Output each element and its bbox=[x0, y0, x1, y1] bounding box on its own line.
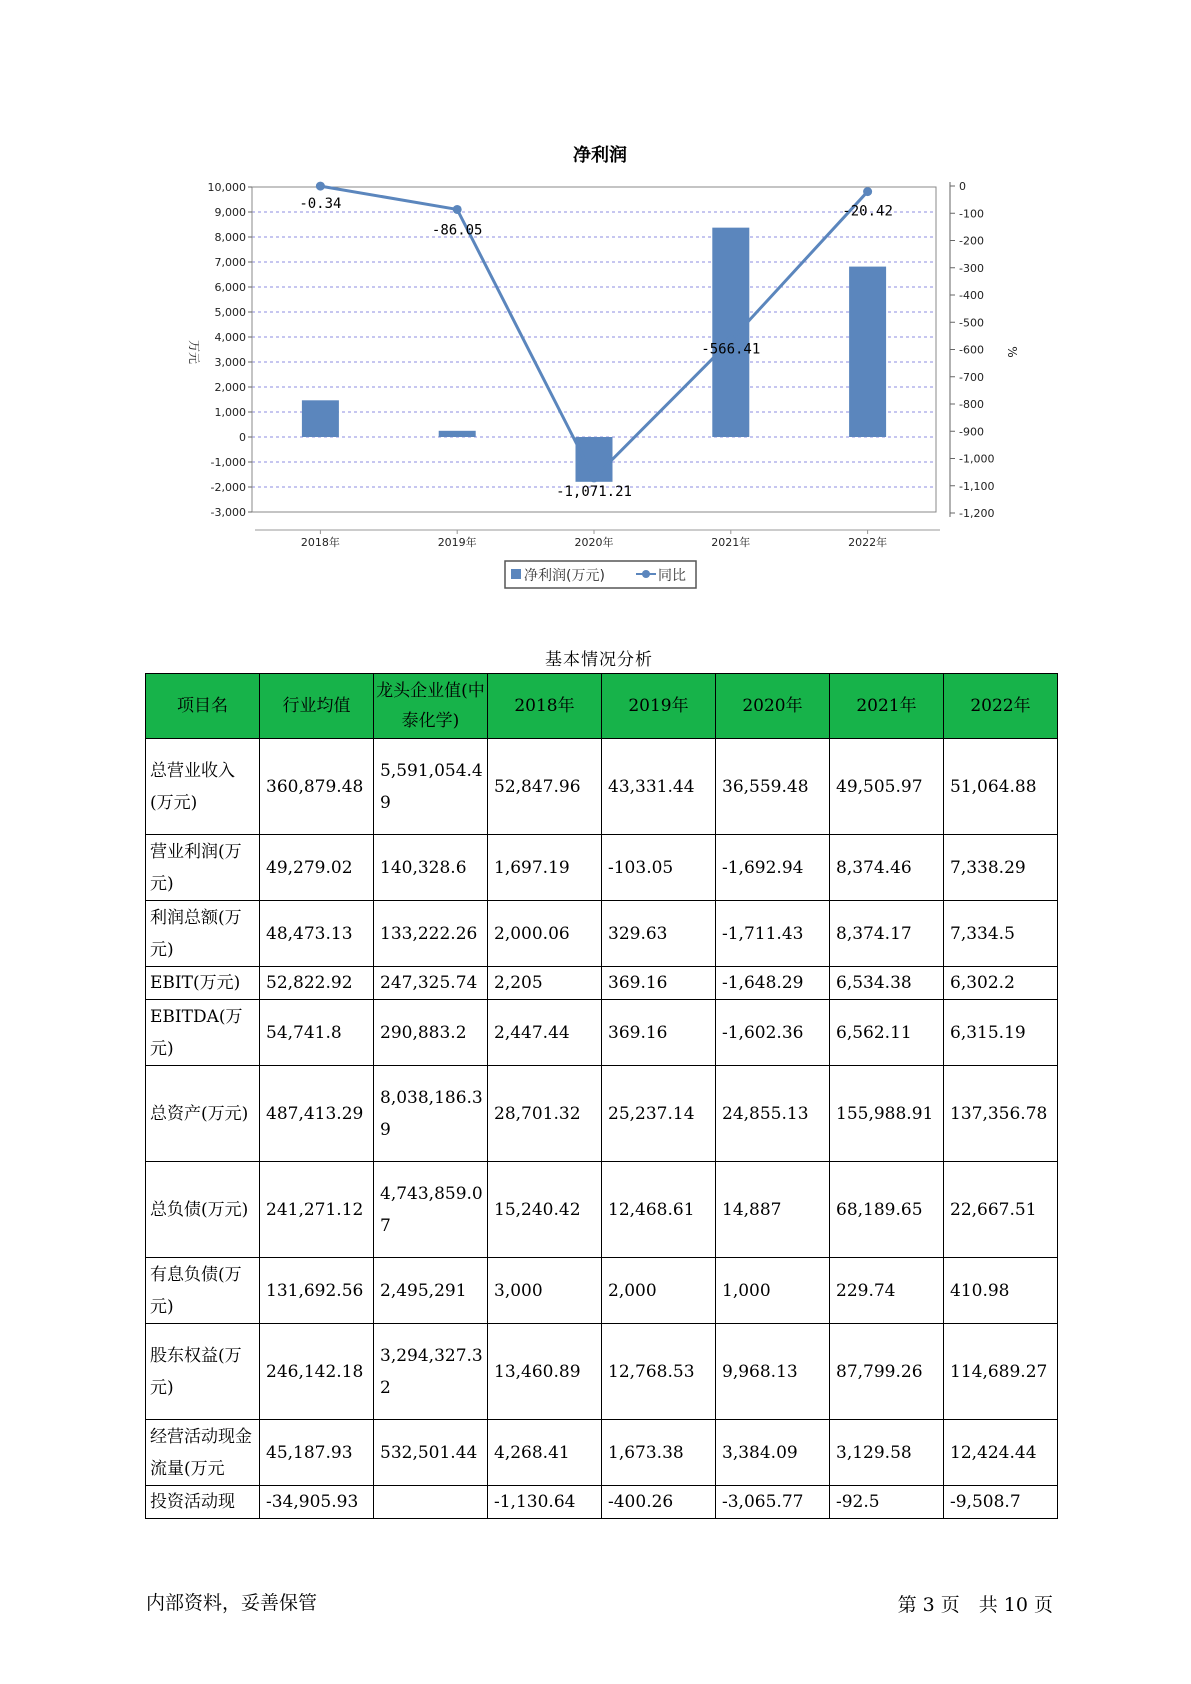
data-label: -566.41 bbox=[701, 341, 761, 358]
value-cell: 12,768.53 bbox=[602, 1324, 716, 1420]
right-axis-label: % bbox=[1005, 346, 1019, 358]
x-tick-label: 2022年 bbox=[848, 536, 888, 549]
line-point bbox=[316, 182, 325, 191]
row-name-cell: 总负债(万元) bbox=[146, 1162, 260, 1258]
right-tick-label: -700 bbox=[959, 370, 984, 384]
right-tick-label: -400 bbox=[959, 289, 984, 302]
value-cell: 6,302.2 bbox=[944, 967, 1058, 1000]
line-point bbox=[453, 205, 462, 214]
value-cell: 48,473.13 bbox=[260, 901, 374, 967]
header-cell: 2020年 bbox=[716, 674, 830, 739]
left-tick-label: 1,000 bbox=[214, 406, 246, 419]
bar bbox=[849, 267, 886, 437]
value-cell: 369.16 bbox=[602, 1000, 716, 1066]
value-cell: -92.5 bbox=[830, 1486, 944, 1519]
value-cell: 12,424.44 bbox=[944, 1420, 1058, 1486]
right-tick-label: -100 bbox=[959, 207, 984, 221]
value-cell: 3,000 bbox=[488, 1258, 602, 1324]
legend-bar-label: 净利润(万元) bbox=[524, 568, 605, 584]
value-cell: 360,879.48 bbox=[260, 739, 374, 835]
net-profit-chart bbox=[0, 0, 1191, 600]
left-tick-label: -1,000 bbox=[210, 456, 246, 469]
legend-line-label: 同比 bbox=[658, 568, 686, 584]
value-cell: 52,847.96 bbox=[488, 739, 602, 835]
value-cell: 2,447.44 bbox=[488, 1000, 602, 1066]
value-cell: -34,905.93 bbox=[260, 1486, 374, 1519]
bar bbox=[439, 431, 476, 437]
value-cell: 290,883.2 bbox=[374, 1000, 488, 1066]
x-tick-label: 2021年 bbox=[711, 536, 751, 549]
value-cell: 247,325.74 bbox=[374, 967, 488, 1000]
value-cell: 51,064.88 bbox=[944, 739, 1058, 835]
right-tick-label: -800 bbox=[959, 398, 984, 411]
value-cell: -400.26 bbox=[602, 1486, 716, 1519]
header-cell: 2019年 bbox=[602, 674, 716, 739]
chart-title: 净利润 bbox=[573, 145, 627, 166]
table-row bbox=[146, 1000, 1058, 1066]
table-row bbox=[146, 1258, 1058, 1324]
value-cell: 22,667.51 bbox=[944, 1162, 1058, 1258]
left-tick-label: -2,000 bbox=[210, 481, 246, 494]
value-cell: 36,559.48 bbox=[716, 739, 830, 835]
bar bbox=[712, 228, 749, 437]
row-name-cell: 总资产(万元) bbox=[146, 1066, 260, 1162]
value-cell: 15,240.42 bbox=[488, 1162, 602, 1258]
left-tick-label: 0 bbox=[239, 431, 246, 444]
value-cell: 2,000 bbox=[602, 1258, 716, 1324]
left-tick-label: 8,000 bbox=[214, 231, 246, 244]
value-cell: 2,205 bbox=[488, 967, 602, 1000]
value-cell: 24,855.13 bbox=[716, 1066, 830, 1162]
table-row bbox=[146, 967, 1058, 1000]
series-line bbox=[320, 186, 867, 478]
right-axis-ticks bbox=[950, 180, 994, 520]
value-cell: 3,384.09 bbox=[716, 1420, 830, 1486]
left-tick-label: 7,000 bbox=[214, 256, 246, 269]
left-tick-label: 9,000 bbox=[214, 206, 246, 219]
left-axis-label: 万元 bbox=[187, 339, 201, 365]
value-cell: 133,222.26 bbox=[374, 901, 488, 967]
value-cell: -1,648.29 bbox=[716, 967, 830, 1000]
value-cell: 6,534.38 bbox=[830, 967, 944, 1000]
value-cell: 25,237.14 bbox=[602, 1066, 716, 1162]
table-caption: 基本情况分析 bbox=[545, 650, 653, 670]
value-cell: -103.05 bbox=[602, 835, 716, 901]
x-tick-label: 2019年 bbox=[437, 536, 477, 549]
x-tick-label: 2018年 bbox=[300, 536, 340, 549]
x-axis-ticks bbox=[301, 530, 887, 549]
value-cell: 8,038,186.39 bbox=[374, 1066, 488, 1162]
value-cell: 6,315.19 bbox=[944, 1000, 1058, 1066]
right-tick-label: -1,000 bbox=[959, 452, 995, 466]
table-row bbox=[146, 835, 1058, 901]
value-cell: 229.74 bbox=[830, 1258, 944, 1324]
right-tick-label: -500 bbox=[959, 316, 984, 330]
left-tick-label: 10,000 bbox=[207, 181, 246, 194]
value-cell: -1,130.64 bbox=[488, 1486, 602, 1519]
row-name-cell: 经营活动现金流量(万元 bbox=[146, 1420, 260, 1486]
row-name-cell: 总营业收入(万元) bbox=[146, 739, 260, 835]
x-tick-label: 2020年 bbox=[574, 536, 614, 549]
left-tick-label: -3,000 bbox=[210, 506, 246, 519]
row-name-cell: 有息负债(万元) bbox=[146, 1258, 260, 1324]
chart-legend bbox=[505, 561, 696, 588]
value-cell: 114,689.27 bbox=[944, 1324, 1058, 1420]
value-cell: 45,187.93 bbox=[260, 1420, 374, 1486]
right-tick-label: -900 bbox=[959, 425, 984, 439]
value-cell: 54,741.8 bbox=[260, 1000, 374, 1066]
value-cell: -9,508.7 bbox=[944, 1486, 1058, 1519]
value-cell: 369.16 bbox=[602, 967, 716, 1000]
header-cell: 龙头企业值(中泰化学) bbox=[374, 674, 488, 739]
left-tick-label: 6,000 bbox=[214, 281, 246, 294]
value-cell: 43,331.44 bbox=[602, 739, 716, 835]
row-name-cell: 利润总额(万元) bbox=[146, 901, 260, 967]
left-axis-ticks bbox=[208, 181, 253, 519]
value-cell: 1,673.38 bbox=[602, 1420, 716, 1486]
bar bbox=[302, 400, 339, 437]
table-row bbox=[146, 739, 1058, 835]
value-cell: 28,701.32 bbox=[488, 1066, 602, 1162]
value-cell: 7,334.5 bbox=[944, 901, 1058, 967]
value-cell: 1,000 bbox=[716, 1258, 830, 1324]
header-cell: 2021年 bbox=[830, 674, 944, 739]
header-cell: 2018年 bbox=[488, 674, 602, 739]
value-cell: 410.98 bbox=[944, 1258, 1058, 1324]
row-name-cell: 营业利润(万元) bbox=[146, 835, 260, 901]
row-name-cell: EBIT(万元) bbox=[146, 967, 260, 1000]
value-cell: 68,189.65 bbox=[830, 1162, 944, 1258]
value-cell: 8,374.17 bbox=[830, 901, 944, 967]
value-cell: 13,460.89 bbox=[488, 1324, 602, 1420]
right-tick-label: -600 bbox=[959, 343, 984, 357]
right-tick-label: -300 bbox=[959, 261, 984, 275]
value-cell: 52,822.92 bbox=[260, 967, 374, 1000]
left-tick-label: 2,000 bbox=[214, 381, 246, 394]
header-cell: 2022年 bbox=[944, 674, 1058, 739]
value-cell: 49,279.02 bbox=[260, 835, 374, 901]
line-point bbox=[863, 187, 872, 196]
value-cell: -1,602.36 bbox=[716, 1000, 830, 1066]
footer-confidential-note: 内部资料，妥善保管 bbox=[146, 1592, 318, 1614]
value-cell: 87,799.26 bbox=[830, 1324, 944, 1420]
value-cell: 2,495,291 bbox=[374, 1258, 488, 1324]
value-cell: 246,142.18 bbox=[260, 1324, 374, 1420]
value-cell: 329.63 bbox=[602, 901, 716, 967]
value-cell: 155,988.91 bbox=[830, 1066, 944, 1162]
value-cell: -1,711.43 bbox=[716, 901, 830, 967]
left-tick-label: 4,000 bbox=[214, 331, 246, 344]
value-cell: -1,692.94 bbox=[716, 835, 830, 901]
right-tick-label: -1,100 bbox=[959, 479, 995, 493]
value-cell: 12,468.61 bbox=[602, 1162, 716, 1258]
value-cell: 7,338.29 bbox=[944, 835, 1058, 901]
data-label: -20.42 bbox=[842, 203, 893, 220]
right-tick-label: -200 bbox=[959, 234, 984, 248]
table-row bbox=[146, 1066, 1058, 1162]
value-cell: 3,129.58 bbox=[830, 1420, 944, 1486]
value-cell: 14,887 bbox=[716, 1162, 830, 1258]
value-cell: 6,562.11 bbox=[830, 1000, 944, 1066]
table-row bbox=[146, 901, 1058, 967]
value-cell: 140,328.6 bbox=[374, 835, 488, 901]
footer-page-number: 第 3 页 共 10 页 bbox=[897, 1594, 1053, 1616]
value-cell: 4,743,859.07 bbox=[374, 1162, 488, 1258]
data-label: -86.05 bbox=[431, 222, 483, 239]
row-name-cell: 投资活动现 bbox=[146, 1486, 260, 1519]
value-cell: 487,413.29 bbox=[260, 1066, 374, 1162]
right-tick-label: -1,200 bbox=[959, 507, 995, 520]
basic-analysis-table bbox=[145, 673, 1058, 1519]
table-header-row bbox=[146, 674, 1058, 739]
row-name-cell: 股东权益(万元) bbox=[146, 1324, 260, 1420]
value-cell: 4,268.41 bbox=[488, 1420, 602, 1486]
value-cell: 8,374.46 bbox=[830, 835, 944, 901]
table-row bbox=[146, 1324, 1058, 1420]
value-cell: 1,697.19 bbox=[488, 835, 602, 901]
value-cell: 532,501.44 bbox=[374, 1420, 488, 1486]
value-cell: 241,271.12 bbox=[260, 1162, 374, 1258]
left-tick-label: 5,000 bbox=[214, 306, 246, 319]
left-tick-label: 3,000 bbox=[214, 356, 246, 369]
table-row bbox=[146, 1486, 1058, 1519]
header-cell: 项目名 bbox=[146, 674, 260, 739]
data-label: -0.34 bbox=[299, 196, 342, 213]
data-label: -1,071.21 bbox=[556, 483, 632, 500]
value-cell: 9,968.13 bbox=[716, 1324, 830, 1420]
table-row bbox=[146, 1162, 1058, 1258]
value-cell: 49,505.97 bbox=[830, 739, 944, 835]
value-cell: 137,356.78 bbox=[944, 1066, 1058, 1162]
value-cell: -3,065.77 bbox=[716, 1486, 830, 1519]
table-row bbox=[146, 1420, 1058, 1486]
value-cell: 131,692.56 bbox=[260, 1258, 374, 1324]
right-tick-label: 0 bbox=[959, 180, 966, 193]
row-name-cell: EBITDA(万元) bbox=[146, 1000, 260, 1066]
value-cell bbox=[374, 1486, 488, 1519]
legend-bar-swatch bbox=[511, 569, 521, 579]
header-cell: 行业均值 bbox=[260, 674, 374, 739]
line-point bbox=[590, 473, 599, 482]
value-cell: 5,591,054.49 bbox=[374, 739, 488, 835]
value-cell: 3,294,327.32 bbox=[374, 1324, 488, 1420]
value-cell: 2,000.06 bbox=[488, 901, 602, 967]
